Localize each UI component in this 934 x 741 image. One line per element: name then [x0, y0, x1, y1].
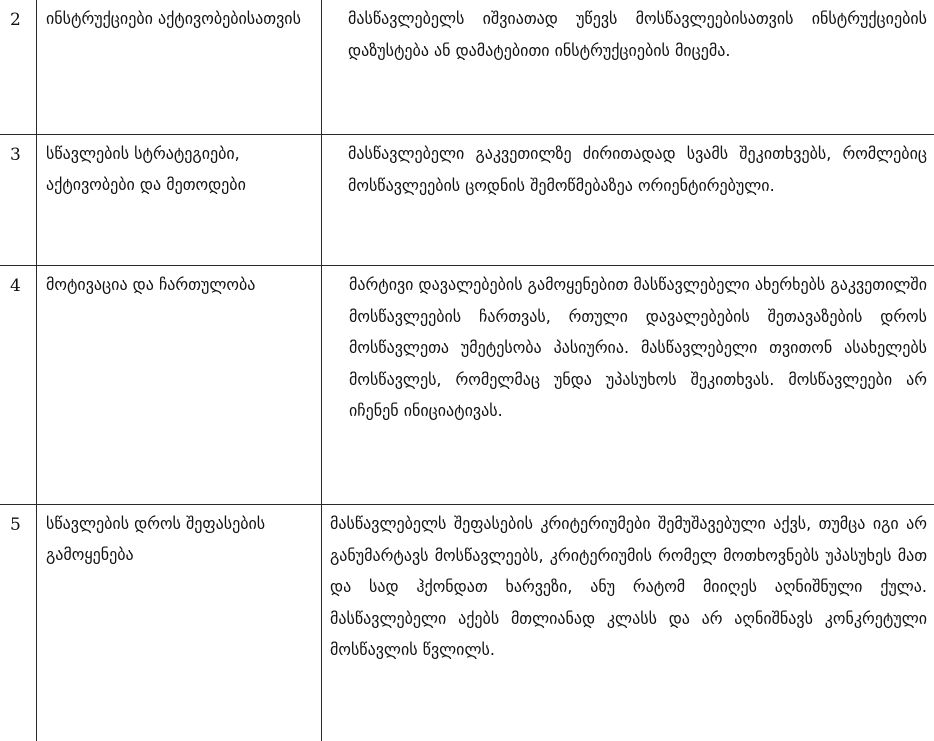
criterion-cell: სწავლების სტრატეგიები, აქტივობები და მეთოდები — [37, 135, 322, 266]
row-number: 3 — [0, 135, 37, 266]
table-row — [0, 135, 934, 266]
criterion-cell: სწავლების დროს შეფასების გამოყენება — [37, 505, 322, 741]
row-number: 2 — [0, 0, 37, 135]
criterion-cell: ინსტრუქციები აქტივობებისათვის — [37, 0, 322, 135]
criterion-cell: მოტივაცია და ჩართულობა — [37, 266, 322, 505]
description-cell: მასწავლებელი გაკვეთილზე ძირითადად სვამს შეკითხვებს, რომლებიც მოსწავლეების ცოდნის შემოწმებაზეა ორიენტირებული. — [322, 135, 934, 266]
row-number: 4 — [0, 266, 37, 505]
description-cell: მასწავლებელს შეფასების კრიტერიუმები შემუშავებული აქვს, თუმცა იგი არ განუმარტავს მოსწავლეებს, კრიტერიუმის რომელ მოთხოვნებს უპასუხეს მათ და სად ჰქონდათ ხარვეზი, ანუ რატომ მიიღეს აღნიშნული ქულა. მასწავლებელი აქებს მთლიანად კლასს და არ აღნიშნავს კონკრეტული მოსწავლის წვლილს. — [322, 505, 934, 741]
row-number: 5 — [0, 505, 37, 741]
description-cell: მარტივი დავალებების გამოყენებით მასწავლებელი ახერხებს გაკვეთილში მოსწავლეების ჩართვას, რთული დავალებების შეთავაზების დროს მოსწავლეთა უმეტესობა პასიურია. მასწავლებელი თვითონ ასახელებს მოსწავლეს, რომელმაც უნდა უპასუხოს შეკითხვას. მოსწავლეები არ იჩენენ ინიციატივას. — [322, 266, 934, 505]
description-cell: მასწავლებელს იშვიათად უწევს მოსწავლეებისათვის ინსტრუქციების დაზუსტება ან დამატებითი ინსტრუქციების მიცემა. — [322, 0, 934, 135]
table-row — [0, 505, 934, 741]
table-row — [0, 266, 934, 505]
table-row — [0, 0, 934, 135]
